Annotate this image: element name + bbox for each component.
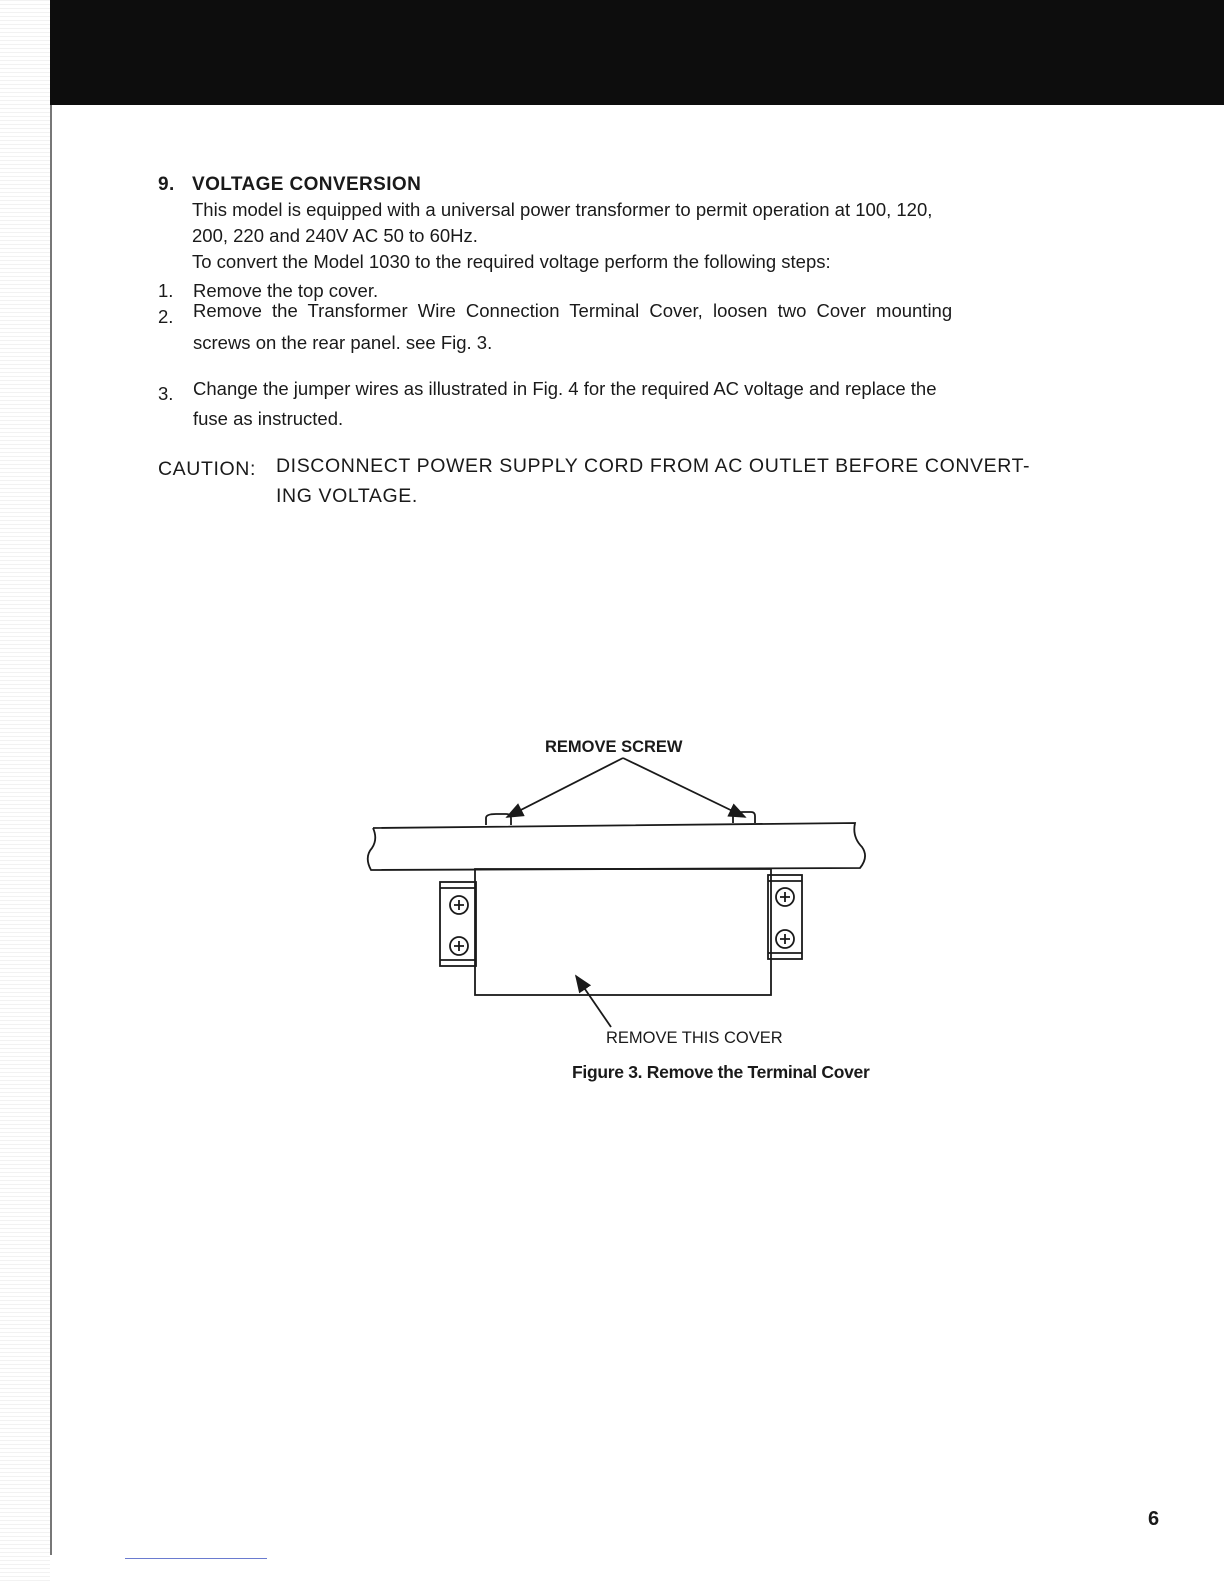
bottom-rule [125,1558,267,1559]
step-1-number: 1. [158,280,174,301]
screw-leader-right [623,758,745,817]
intro-line-1: This model is equipped with a universal power transformer to permit operation at 100, 120, [192,199,933,220]
step-1-text: Remove the top cover. [193,280,379,301]
terminal-cover-diagram [355,725,915,1060]
step-2-text-line-1: Remove the Transformer Wire Connection Terminal Cover, loosen two Cover mounting [193,300,953,321]
caution-label: CAUTION: [158,458,256,480]
intro-line-2: 200, 220 and 240V AC 50 to 60Hz. [192,225,478,246]
terminal-cover [475,869,771,995]
step-2-text-line-2: screws on the rear panel. see Fig. 3. [193,332,493,353]
step-3-text-line-2: fuse as instructed. [193,408,344,429]
screw-leader-left [507,758,623,817]
screw-head-left [486,814,511,825]
caution-line-2: ING VOLTAGE. [276,485,418,507]
section-number: 9. [158,174,175,195]
bracket-left [440,882,476,966]
section-title: VOLTAGE CONVERSION [192,174,422,195]
remove-screw-label: REMOVE SCREW [545,738,683,756]
cover-leader [576,976,611,1027]
figure-caption: Figure 3. Remove the Terminal Cover [572,1062,870,1082]
remove-cover-label: REMOVE THIS COVER [606,1029,783,1047]
step-3-number: 3. [158,383,174,404]
rear-panel [368,823,865,870]
margin-line [50,105,52,1555]
page-number: 6 [1148,1508,1160,1530]
step-3-text-line-1: Change the jumper wires as illustrated in Fig. 4 for the required AC voltage and replace the [193,378,937,399]
caution-line-1: DISCONNECT POWER SUPPLY CORD FROM AC OUTLET BEFORE CONVERT- [276,455,1031,477]
header-bar [50,0,1224,105]
intro-line-3: To convert the Model 1030 to the required voltage perform the following steps: [192,251,831,272]
step-2-number: 2. [158,306,174,327]
binding-margin [0,0,50,1584]
